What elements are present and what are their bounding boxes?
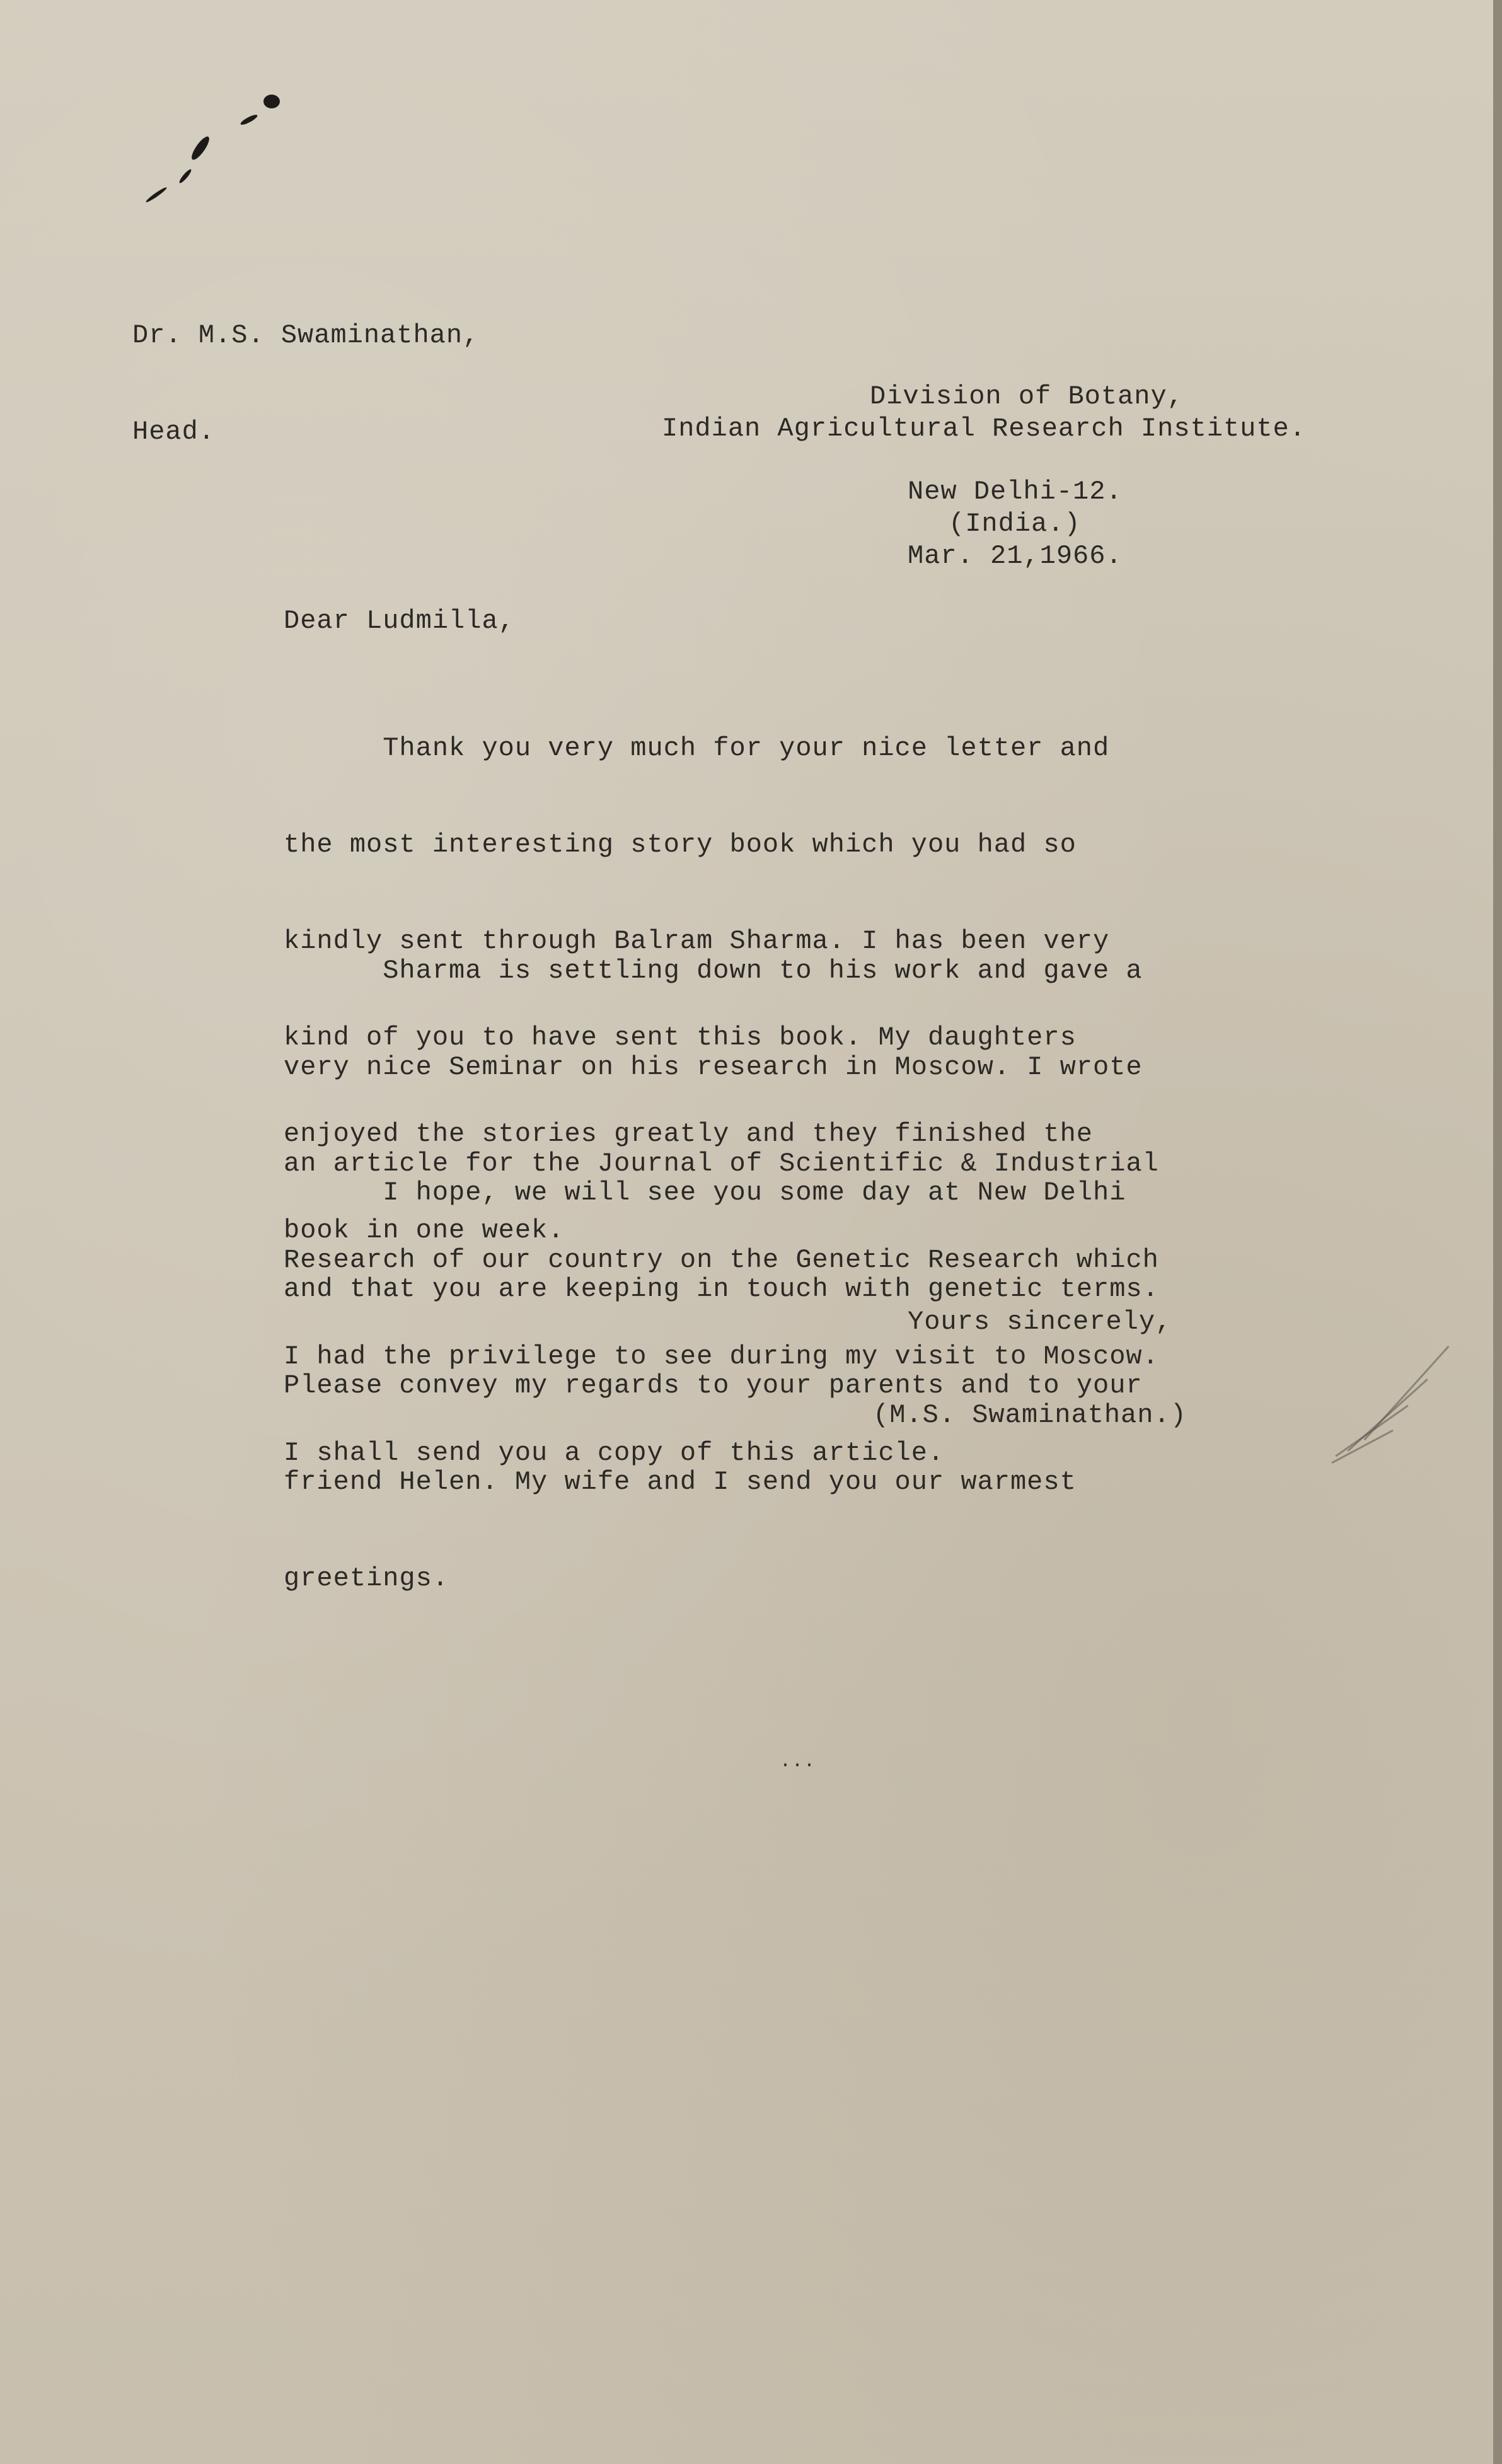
pencil-scribble — [1331, 1430, 1394, 1464]
sender-block — [132, 255, 479, 512]
body-line: Research of our country on the Genetic Research which — [284, 1245, 1159, 1275]
body-paragraph-3 — [284, 1113, 1159, 1659]
body-line: very nice Seminar on his research in Moscow. I wrote — [284, 1052, 1143, 1082]
body-line: Thank you very much for your nice letter and — [284, 733, 1110, 763]
body-line: Please convey my regards to your parents and to your — [284, 1370, 1143, 1401]
letter-date: Mar. 21,1966. — [908, 541, 1123, 571]
body-line: and that you are keeping in touch with genetic terms. — [284, 1274, 1159, 1304]
ink-mark — [178, 168, 192, 185]
location-country: (India.) — [949, 509, 1081, 539]
ink-mark — [240, 113, 258, 126]
sender-name: Dr. M.S. Swaminathan, — [132, 320, 480, 350]
body-line: an article for the Journal of Scientific & Industrial — [284, 1148, 1159, 1179]
body-line: I shall send you a copy of this article. — [284, 1438, 945, 1468]
closing: Yours sincerely, — [908, 1307, 1172, 1337]
body-line: Sharma is settling down to his work and gave a — [284, 956, 1143, 986]
ink-mark — [145, 186, 168, 204]
sender-title: Head. — [132, 417, 216, 447]
institution-division: Division of Botany, — [870, 381, 1184, 412]
institution-name: Indian Agricultural Research Institute. — [662, 414, 1306, 444]
body-line: I had the privilege to see during my visit to Moscow. — [284, 1341, 1159, 1372]
body-line: book in one week. — [284, 1215, 565, 1246]
pencil-scribble — [1335, 1405, 1408, 1457]
body-line: greetings. — [284, 1563, 449, 1594]
body-line: kindly sent through Balram Sharma. I has been very — [284, 926, 1110, 956]
salutation: Dear Ludmilla, — [284, 606, 515, 636]
body-line: enjoyed the stories greatly and they finished the — [284, 1119, 1094, 1149]
location-city: New Delhi-12. — [908, 477, 1123, 507]
signature: (M.S. Swaminathan.) — [873, 1400, 1187, 1430]
body-line: I hope, we will see you some day at New Delhi — [284, 1177, 1126, 1208]
ink-mark — [263, 95, 280, 108]
body-line: friend Helen. My wife and I send you our warmest — [284, 1467, 1077, 1497]
continuation-mark: ... — [780, 1751, 816, 1773]
body-line: kind of you to have sent this book. My daughters — [284, 1022, 1077, 1053]
page-edge — [1493, 0, 1502, 2464]
ink-mark — [189, 134, 212, 162]
body-line: the most interesting story book which you had so — [284, 830, 1077, 860]
